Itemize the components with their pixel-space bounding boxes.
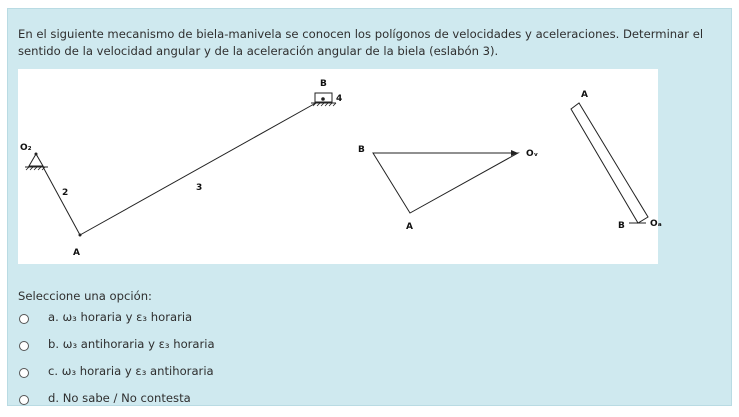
question-panel xyxy=(7,8,732,406)
acceleration-polygon xyxy=(571,90,662,231)
joint-a xyxy=(79,234,82,237)
velocity-polygon xyxy=(358,145,539,232)
label-link-4: 4 xyxy=(336,94,343,104)
option-a[interactable] xyxy=(16,309,416,336)
label-o2: O₂ xyxy=(20,143,32,153)
answer-options xyxy=(16,309,416,417)
link-3 xyxy=(80,99,323,235)
velocity-label-b: B xyxy=(358,145,365,155)
option-b-label[interactable]: b. ω₃ antihoraria y ε₃ horaria xyxy=(48,337,215,351)
velocity-label-ov: Oᵥ xyxy=(526,149,539,159)
label-point-a: A xyxy=(73,248,80,258)
label-link-2: 2 xyxy=(62,188,69,198)
option-d[interactable] xyxy=(16,390,416,417)
label-point-b: B xyxy=(320,79,327,89)
radio-option-c[interactable] xyxy=(19,368,29,378)
option-d-label[interactable]: d. No sabe / No contesta xyxy=(48,391,191,405)
ground-pivot-o2 xyxy=(25,153,48,171)
acceleration-label-oa: Oₐ xyxy=(650,219,662,229)
label-link-3: 3 xyxy=(196,183,203,193)
select-option-prompt: Seleccione una opción: xyxy=(18,289,152,303)
radio-option-a[interactable] xyxy=(19,314,29,324)
question-figure xyxy=(18,69,662,264)
question-text: En el siguiente mecanismo de biela-manivela se conocen los polígonos de velocidades y aceleraciones. Determinar el sentido de la velocidad angular y de la aceleración angular de la biela (eslabón 3). xyxy=(18,27,704,58)
option-c-label[interactable]: c. ω₃ horaria y ε₃ antihoraria xyxy=(48,364,214,378)
velocity-label-a: A xyxy=(406,222,413,232)
option-c[interactable] xyxy=(16,363,416,390)
option-a-label[interactable]: a. ω₃ horaria y ε₃ horaria xyxy=(48,310,193,324)
mechanism xyxy=(20,79,342,258)
option-b[interactable] xyxy=(16,336,416,363)
slider-block-4 xyxy=(311,93,336,106)
mechanism-diagram xyxy=(18,69,662,264)
acceleration-label-a: A xyxy=(581,90,588,100)
acceleration-label-b: B xyxy=(618,221,625,231)
radio-option-b[interactable] xyxy=(19,341,29,351)
radio-option-d[interactable] xyxy=(19,395,29,405)
